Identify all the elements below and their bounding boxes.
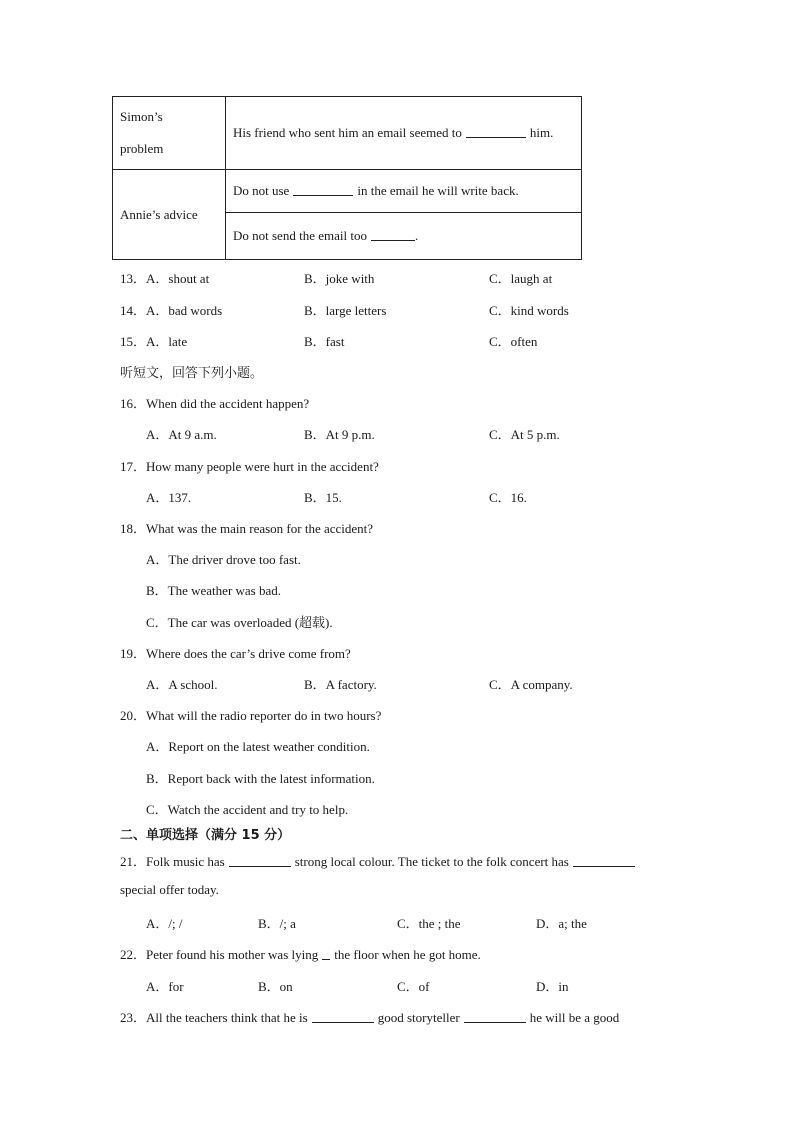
table-label-simon: Simon’s problem: [113, 97, 226, 170]
question-21-stem-line2: special offer today.: [120, 882, 219, 897]
question-number: 13．: [120, 271, 147, 286]
option-c[interactable]: C．The car was overloaded (超载).: [146, 615, 333, 630]
question-23-stem: 23．All the teachers think that he is good storyteller he will be a good: [120, 1010, 620, 1025]
option-b[interactable]: B．15.: [304, 490, 342, 505]
option-c[interactable]: C．the ; the: [397, 916, 461, 931]
question-21-stem: 21．Folk music has strong local colour. The ticket to the folk concert has: [120, 851, 639, 870]
option-c[interactable]: C．of: [397, 979, 430, 994]
option-a[interactable]: A．A school.: [146, 677, 218, 692]
answer-blank: [371, 228, 415, 241]
question-number: 15．: [120, 334, 147, 349]
option-c[interactable]: C．Watch the accident and try to help.: [146, 802, 349, 817]
option-c[interactable]: C．At 5 p.m.: [489, 427, 560, 442]
answer-blank: [466, 125, 526, 138]
question-20-stem: 20．What will the radio reporter do in two hours?: [120, 708, 382, 723]
answer-blank: [293, 183, 353, 196]
table-label-annie: Annie’s advice: [113, 170, 226, 260]
option-b[interactable]: B．A factory.: [304, 677, 377, 692]
table-cell-advice-2: Do not send the email too .: [226, 213, 582, 260]
question-number: 14．: [120, 303, 147, 318]
question-22-stem: 22．Peter found his mother was lying the floor when he got home.: [120, 947, 481, 962]
option-b[interactable]: B．large letters: [304, 303, 387, 318]
answer-blank: [312, 1010, 374, 1023]
question-16-stem: 16．When did the accident happen?: [120, 396, 310, 411]
section-heading: 二、单项选择（满分 15 分）: [120, 828, 291, 843]
option-a[interactable]: A．Report on the latest weather condition.: [146, 739, 370, 754]
option-b[interactable]: B．fast: [304, 334, 345, 349]
option-c[interactable]: C．A company.: [489, 677, 573, 692]
option-a[interactable]: A．for: [146, 979, 184, 994]
option-a[interactable]: A．137.: [146, 490, 192, 505]
option-b[interactable]: B．/; a: [258, 916, 296, 931]
option-b[interactable]: B．Report back with the latest information.: [146, 771, 375, 786]
option-a[interactable]: A．shout at: [146, 271, 210, 286]
option-a[interactable]: A．At 9 a.m.: [146, 427, 217, 442]
question-18-stem: 18．What was the main reason for the accident?: [120, 521, 374, 536]
option-a[interactable]: A．/; /: [146, 916, 183, 931]
option-b[interactable]: B．The weather was bad.: [146, 583, 282, 598]
problem-advice-table: [112, 96, 582, 260]
table-cell-problem: His friend who sent him an email seemed to him.: [226, 97, 582, 170]
option-d[interactable]: D．in: [536, 979, 569, 994]
option-a[interactable]: A．The driver drove too fast.: [146, 552, 301, 567]
option-c[interactable]: C．kind words: [489, 303, 569, 318]
option-b[interactable]: B．At 9 p.m.: [304, 427, 375, 442]
option-a[interactable]: A．bad words: [146, 303, 223, 318]
answer-blank: [464, 1010, 526, 1023]
option-c[interactable]: C．often: [489, 334, 538, 349]
option-d[interactable]: D．a; the: [536, 916, 587, 931]
answer-blank: [573, 854, 635, 867]
question-17-stem: 17．How many people were hurt in the accident?: [120, 459, 379, 474]
question-19-stem: 19．Where does the car’s drive come from?: [120, 646, 351, 661]
option-a[interactable]: A．late: [146, 334, 188, 349]
option-c[interactable]: C．laugh at: [489, 271, 553, 286]
answer-blank: [322, 947, 330, 960]
table-cell-advice-1: Do not use in the email he will write back.: [226, 170, 582, 213]
option-c[interactable]: C．16.: [489, 490, 527, 505]
option-b[interactable]: B．joke with: [304, 271, 375, 286]
option-b[interactable]: B．on: [258, 979, 293, 994]
answer-blank: [229, 854, 291, 867]
listening-instruction: 听短文，回答下列小题。: [120, 366, 264, 381]
